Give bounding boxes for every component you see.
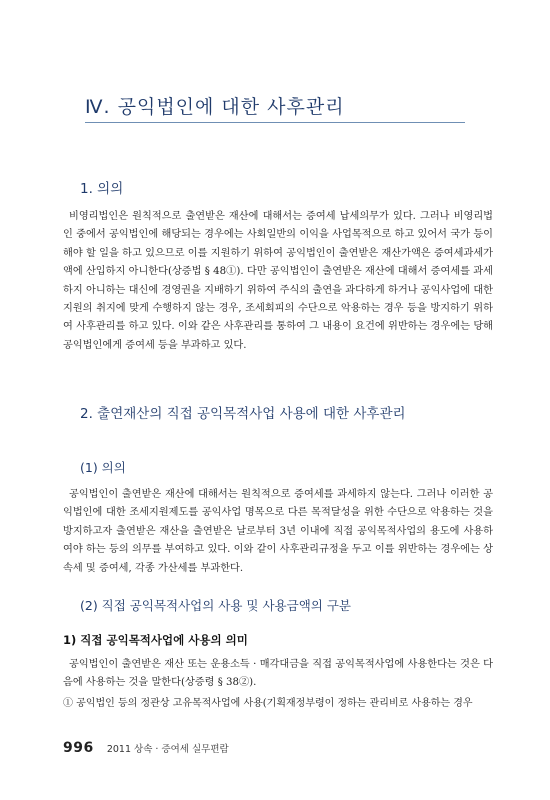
paragraph-1 — [63, 208, 493, 355]
book-title: 2011 상속 · 증여세 실무편람 — [106, 744, 229, 755]
paragraph-2-1 — [63, 486, 493, 578]
heading-1: 1. 의의 — [80, 181, 124, 197]
section-title-underline — [85, 122, 465, 123]
paragraph-2-2-1 — [63, 656, 493, 693]
paragraph-1-text: 비영리법인은 원칙적으로 출연받은 재산에 대해서는 증여세 납세의무가 있다. 그러나 비영리법인 중에서 공익법인에 해당되는 경우에는 사회일반의 이익을 사업목적으로 하고 있어서 국가 등이 해야 할 일을 하고 있으므로 이를 지원하기 위하여 공익법인이 출연받은 재산가액은 증여세과세가액에 산입하지 아니한다(상증법 § 48①). 다만 공익법인이 출연받은 재산에 대해서 증여세를 과세하지 아니하는 대신에 경영권을 지배하기 위하여 주식의 출연을 과다하게 하거나 공익사업에 대한 지원의 취지에 맞게 수행하지 않는 경우, 조세회피의 수단으로 악용하는 경우 등을 방지하기 위하여 사후관리를 하고 있다. 이와 같은 사후관리를 통하여 그 내용이 요건에 위반하는 경우에는 당해 공익법인에게 증여세 등을 부과하고 있다. — [63, 211, 493, 351]
heading-2-2-1: 1) 직접 공익목적사업에 사용의 의미 — [63, 633, 248, 647]
paragraph-2-2-1-text: 공익법인이 출연받은 재산 또는 운용소득 · 매각대금을 직접 공익목적사업에 사용한다는 것은 다음에 사용하는 것을 말한다(상증령 § 38②). — [63, 659, 493, 689]
heading-2-2: (2) 직접 공익목적사업의 사용 및 사용금액의 구분 — [80, 598, 351, 613]
heading-2: 2. 출연재산의 직접 공익목적사업 사용에 대한 사후관리 — [80, 406, 406, 422]
paragraph-2-1-text: 공익법인이 출연받은 재산에 대해서는 원칙적으로 증여세를 과세하지 않는다. 그러나 이러한 공익법인에 대한 조세지원제도를 공익사업 명목으로 다른 목적달성을 위한 수단으로 악용하는 것을 방지하고자 출연받은 재산을 출연받은 날로부터 3년 이내에 직접 공익목적사업의 용도에 사용하여야 하는 등의 의무를 부여하고 있다. 이와 같이 사후관리규정을 두고 이를 위반하는 경우에는 상속세 및 증여세, 각종 가산세를 부과한다. — [63, 489, 493, 574]
section-title: Ⅳ. 공익법인에 대한 사후관리 — [85, 96, 345, 118]
page-footer — [63, 737, 229, 756]
list-item-1: ① 공익법인 등의 정관상 고유목적사업에 사용(기획재정부령이 정하는 관리비로 사용하는 경우 — [63, 698, 473, 709]
page-number: 996 — [63, 740, 94, 756]
heading-2-1: (1) 의의 — [80, 460, 126, 475]
